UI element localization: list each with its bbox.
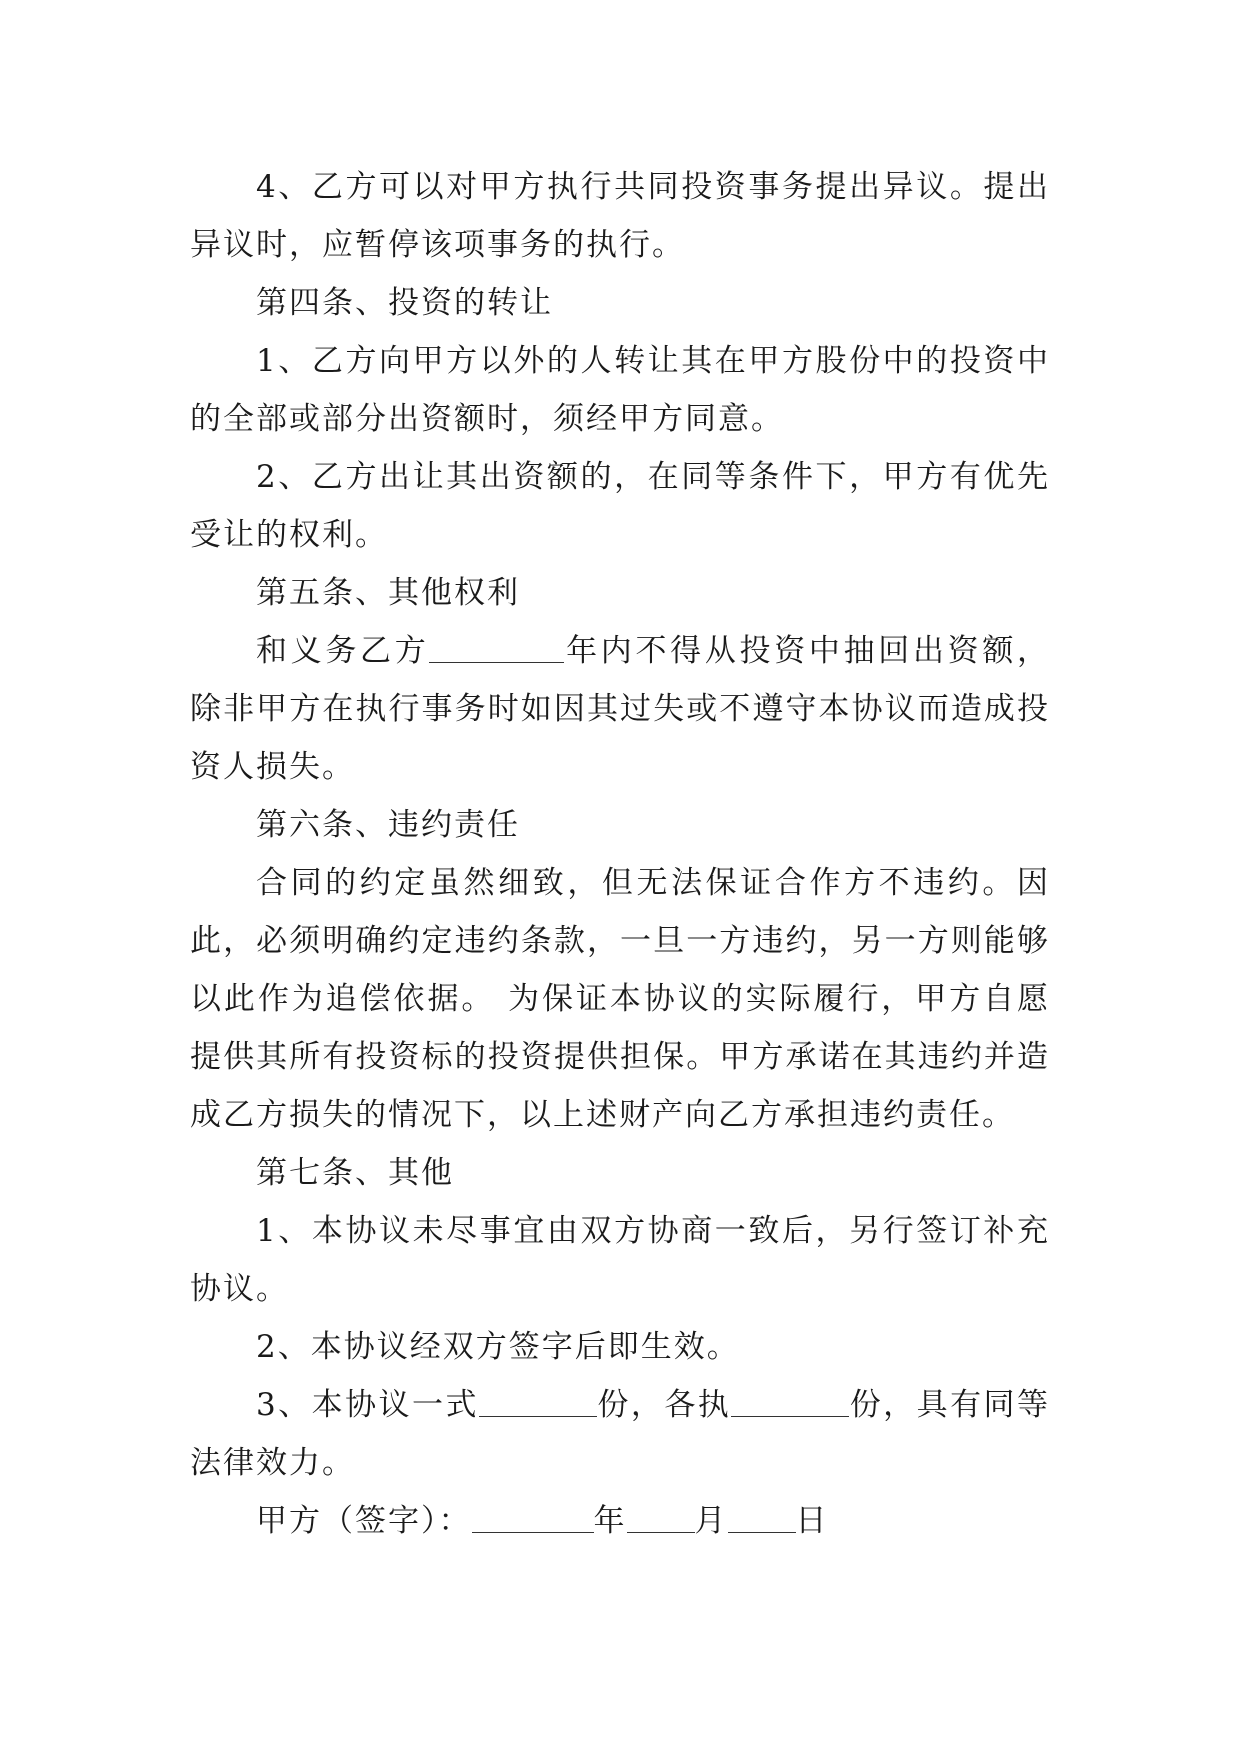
text-segment: 3、本协议一式	[256, 1387, 479, 1423]
year-label: 年	[593, 1503, 627, 1539]
text-segment: 份，各执	[596, 1387, 732, 1423]
paragraph-transfer-1: 1、乙方向甲方以外的人转让其在甲方股份中的投资中的全部或部分出资额时，须经甲方同意。	[190, 343, 1050, 437]
blank-day-field[interactable]	[728, 1502, 796, 1533]
paragraph-breach-liability: 合同的约定虽然细致，但无法保证合作方不违约。因此，必须明确约定违约条款，一旦一方违约，另一方则能够以此作为追偿依据。 为保证本协议的实际履行，甲方自愿提供其所有投资标的投资提供担保。甲方承诺在其违约并造成乙方损失的情况下，以上述财产向乙方承担违约责任。	[190, 865, 1050, 1133]
day-label: 日	[795, 1503, 829, 1539]
blank-copies-each-field[interactable]	[731, 1386, 849, 1417]
blank-signature-year-field[interactable]	[472, 1502, 594, 1533]
month-label: 月	[694, 1503, 728, 1539]
paragraph-rights-obligations	[190, 622, 1050, 796]
article-4-heading: 第四条、投资的转让	[256, 285, 553, 321]
text-segment: 年内不得从投资中抽回出资额，除非甲方在执行事务时如因其过失或不遵守本协议而造成投资人损失。	[190, 633, 1050, 785]
signature-label: 甲方（签字）：	[256, 1503, 472, 1539]
text-segment: 和义务乙方	[256, 633, 430, 669]
article-5-heading: 第五条、其他权利	[256, 575, 520, 611]
blank-month-field[interactable]	[627, 1502, 695, 1533]
paragraph-transfer-2: 2、乙方出让其出资额的，在同等条件下，甲方有优先受让的权利。	[190, 459, 1050, 553]
article-6-heading: 第六条、违约责任	[256, 807, 520, 843]
paragraph-objection: 4、乙方可以对甲方执行共同投资事务提出异议。提出异议时，应暂停该项事务的执行。	[190, 169, 1050, 263]
document-page	[190, 158, 1050, 1550]
article-7-heading: 第七条、其他	[256, 1155, 454, 1191]
paragraph-other-2: 2、本协议经双方签字后即生效。	[256, 1329, 740, 1365]
paragraph-other-1: 1、本协议未尽事宜由双方协商一致后，另行签订补充协议。	[190, 1213, 1050, 1307]
blank-years-field[interactable]	[429, 632, 564, 663]
text-segment: 份，具有同等法律效力。	[190, 1387, 1050, 1481]
signature-line	[190, 1492, 1050, 1550]
paragraph-copies	[190, 1376, 1050, 1492]
blank-copies-total-field[interactable]	[479, 1386, 597, 1417]
